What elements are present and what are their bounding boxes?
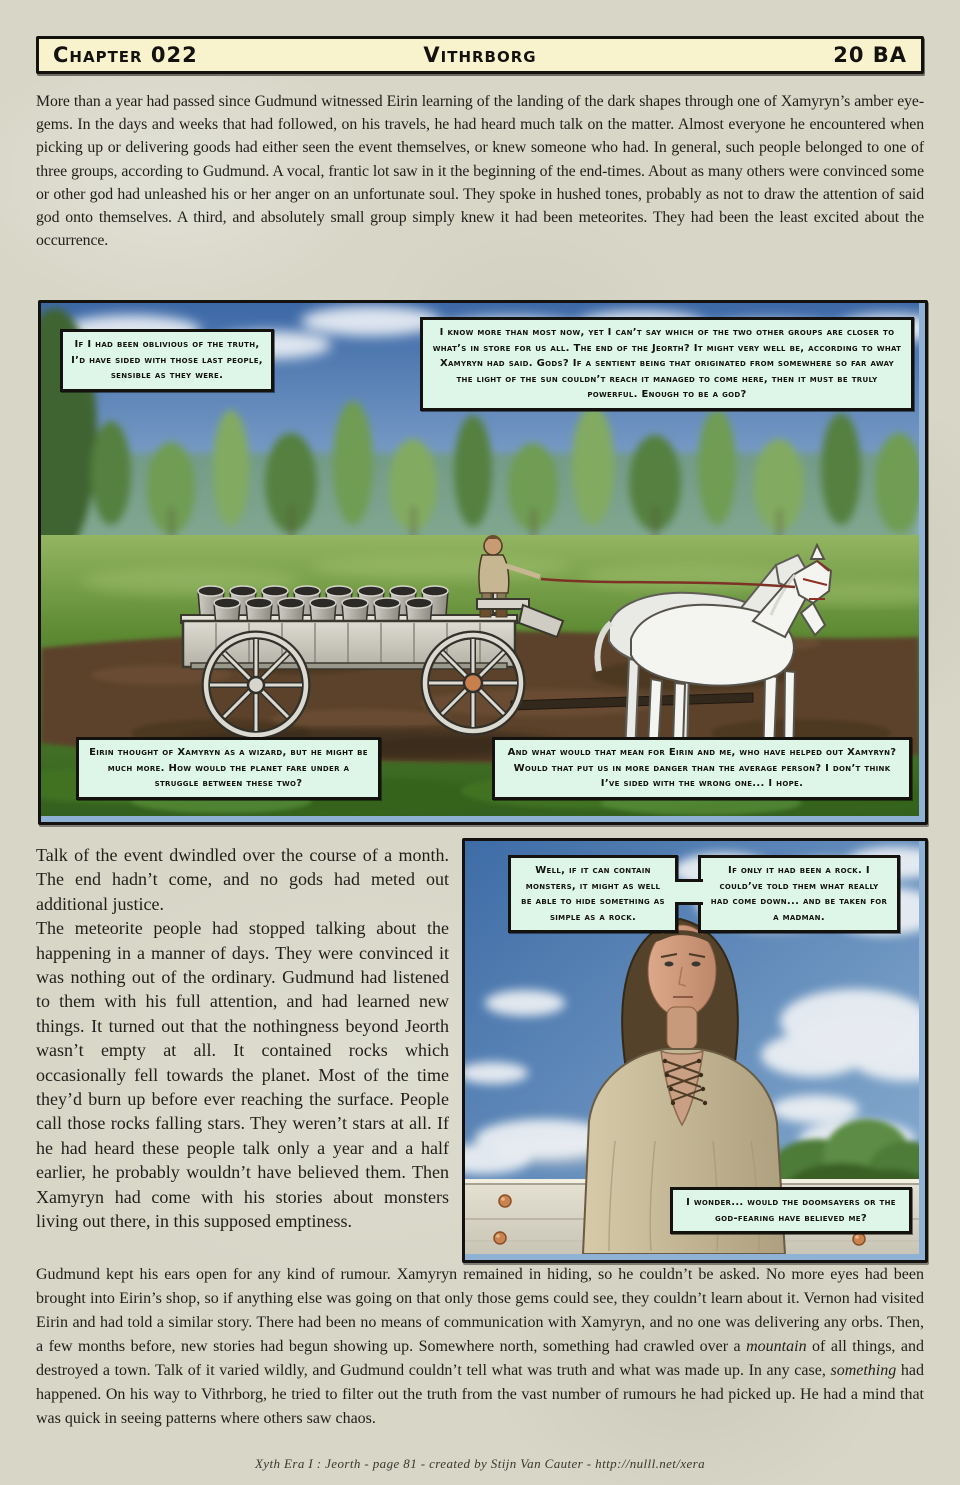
narration-paragraph: The meteorite people had stopped talking about the happening in a manner of days. They were convinced it was nothing out of the ordinary. Gudmund had listened to them with his full attention, and had learned new things. It turned out that the nothingness beyond Jeorth wasn’t empty at all. It contained rocks which occasionally fell towards the planet. Most of the time they’d burn up before ever reaching the surface. People call those rocks falling stars. They weren’t stars at all. If he had heard these people talk only a year and a half earlier, he probably wouldn’t have believed them. Then Xamyryn had come with his stories about monsters living out there, in this supposed emptiness. — [36, 918, 449, 1232]
thought-box — [76, 737, 381, 800]
intro-paragraph: More than a year had passed since Gudmund witnessed Eirin learning of the landing of the dark shapes through one of Xamyryn’s amber eye-gems. In the days and weeks that had followed, on his travels, he had heard much talk on the matter. Almost everyone he encountered when picking up or delivering goods had either seen the event themselves, or knew someone who had. In general, such people belonged to one of three groups, according to Gudmund. A vocal, frantic lot saw in it the beginning of the end-times. About as many others were convinced some or other god had unleashed his or her anger on an unfortunate soul. They spoke in hushed tones, probably as not to draw the attention of said god onto themselves. A third, and absolutely small group simply knew it had been meteorites. They had been the least excited about the occurrence. — [36, 93, 924, 250]
chapter-number: Chapter 022 — [53, 43, 198, 67]
thought-box — [60, 329, 274, 392]
thought-text: I know more than most now, yet I can’t say which of the two other groups are closer to what’s in store for us all. The end of the Jeorth? It might very well be, according to what Xamyryn had said. Gods? If a sentient being that originated from somewhere so far away the light of the sun couldn’t reach it managed to come here, then it must be truly powerful. Enough to be a god? — [432, 327, 902, 400]
thought-box — [698, 855, 900, 933]
thought-text: Eirin thought of Xamyryn as a wizard, but he might be much more. How would the planet fare under a struggle between these two? — [89, 747, 368, 789]
thought-box-connector — [675, 879, 703, 905]
comic-panel-wagon — [38, 300, 928, 825]
comic-panel-gudmund — [462, 838, 928, 1263]
thought-text: If I had been oblivious of the truth, I’d have sided with those last people, sensible as they were. — [71, 339, 263, 381]
closing-narration — [36, 1263, 924, 1431]
thought-text: I wonder... would the doomsayers or the god-fearing have believed me? — [686, 1197, 896, 1224]
thought-box — [670, 1187, 912, 1234]
thought-text: Well, if it can contain monsters, it might as well be able to hide something as simple as a rock. — [521, 865, 665, 923]
thought-box — [420, 317, 914, 411]
narration-paragraph: Talk of the event dwindled over the course of a month. The end hadn’t come, and no gods had meted out additional justice. — [36, 845, 449, 914]
neck — [667, 1007, 697, 1049]
chapter-header-bar — [36, 36, 924, 74]
thought-box — [508, 855, 678, 933]
thought-box — [492, 737, 912, 800]
thought-text: If only it had been a rock. I could’ve told them what really had come down... and be taken for a madman. — [710, 865, 888, 923]
thought-text: And what would that mean for Eirin and me, who have helped out Xamyryn? Would that put us in more danger than the average person? I don’t think I’ve sided with the wrong one... I hope. — [507, 747, 897, 789]
page-credit: Xyth Era I : Jeorth - page 81 - created by Stijn Van Cauter - http://nulll.net/xera — [254, 1456, 706, 1471]
middle-narration — [36, 843, 449, 1234]
closing-paragraph: Gudmund kept his ears open for any kind of rumour. Xamyryn remained in hiding, so he couldn’t be asked. No more eyes had been brought into Eirin’s shop, so if anything else was going on that only those gems could see, they couldn’t learn about it. Vernon had visited Eirin and had told a similar story. There had been no means of communication with Xamyryn, and no one was delivering any orbs. Then, a few months before, new stories had begun showing up. Somewhere north, something had crawled over a mountain of all things, and destroyed a town. Talk of it varied wildly, and Gudmund couldn’t tell what was truth and what was made up. In any case, something had happened. On his way to Vithrborg, he tried to filter out the truth from the vast number of rumours he had picked up. He had a mind that was quick in seeing patterns where others saw chaos. — [36, 1266, 924, 1427]
front-wheel — [425, 635, 521, 731]
rear-wheel — [206, 635, 306, 735]
era-label: 20 BA — [833, 43, 908, 67]
intro-narration — [36, 90, 924, 252]
chapter-title: Vithrborg — [423, 43, 537, 67]
